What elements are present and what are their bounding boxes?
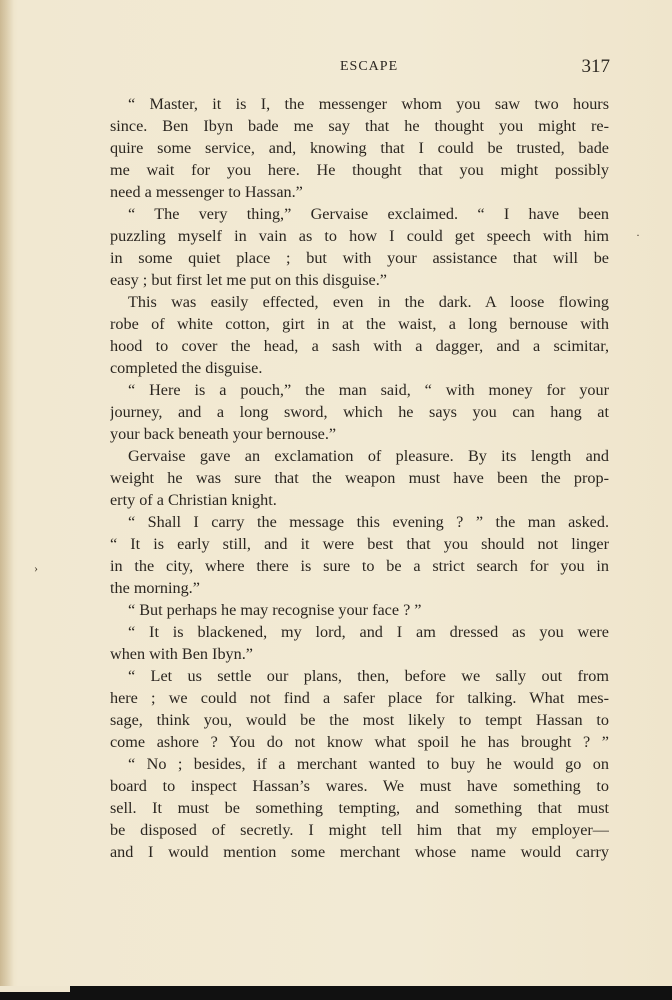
scan-edge-band	[0, 986, 672, 1000]
text-line: sell. It must be something tempting, and something that must	[110, 799, 609, 817]
text-line: Gervaise gave an exclamation of pleasure. By its length and	[128, 447, 609, 465]
text-line: when with Ben Ibyn.”	[110, 645, 253, 663]
text-line: in some quiet place ; but with your assistance that will be	[110, 249, 609, 267]
page-header	[110, 56, 610, 80]
text-line: and I would mention some merchant whose name would carry	[110, 843, 609, 861]
text-line: me wait for you here. He thought that you might possibly	[110, 161, 609, 179]
text-line: need a messenger to Hassan.”	[110, 183, 303, 201]
page-number: 317	[581, 56, 610, 77]
margin-mark-left: ›	[34, 561, 38, 575]
text-line: “ Here is a pouch,” the man said, “ with money for your	[128, 381, 609, 399]
text-line: your back beneath your bernouse.”	[110, 425, 337, 443]
running-head: ESCAPE	[340, 59, 399, 74]
scan-edge-gap	[0, 986, 70, 992]
text-line: journey, and a long sword, which he says you can hang at	[110, 403, 609, 421]
text-line: in the city, where there is sure to be a strict search for you in	[110, 557, 609, 575]
text-line: since. Ben Ibyn bade me say that he thought you might re-	[110, 117, 609, 135]
body-text	[110, 93, 609, 863]
text-line: come ashore ? You do not know what spoil he has brought ? ”	[110, 733, 609, 751]
text-line: weight he was sure that the weapon must have been the prop-	[110, 469, 609, 487]
text-line: here ; we could not find a safer place for talking. What mes-	[110, 689, 609, 707]
text-line: “ It is blackened, my lord, and I am dressed as you were	[128, 623, 609, 641]
text-line: “ But perhaps he may recognise your face ? ”	[128, 601, 422, 619]
text-line: robe of white cotton, girt in at the waist, a long bernouse with	[110, 315, 609, 333]
text-line: the morning.”	[110, 579, 200, 597]
text-line: “ No ; besides, if a merchant wanted to buy he would go on	[128, 755, 609, 773]
text-line: puzzling myself in vain as to how I could get speech with him	[110, 227, 609, 245]
text-line: hood to cover the head, a sash with a dagger, and a scimitar,	[110, 337, 609, 355]
text-line: board to inspect Hassan’s wares. We must have something to	[110, 777, 609, 795]
text-line: be disposed of secretly. I might tell him that my employer—	[110, 821, 609, 839]
text-line: erty of a Christian knight.	[110, 491, 277, 509]
text-line: “ Let us settle our plans, then, before we sally out from	[128, 667, 609, 685]
text-line: sage, think you, would be the most likely to tempt Hassan to	[110, 711, 609, 729]
text-line: “ Shall I carry the message this evening ? ” the man asked.	[128, 513, 609, 531]
text-line: “ The very thing,” Gervaise exclaimed. “ I have been	[128, 205, 609, 223]
text-line: This was easily effected, even in the dark. A loose flowing	[128, 293, 609, 311]
text-line: “ It is early still, and it were best that you should not linger	[110, 535, 609, 553]
spine-shadow	[0, 0, 14, 1000]
text-line: easy ; but first let me put on this disguise.”	[110, 271, 387, 289]
text-line: quire some service, and, knowing that I could be trusted, bade	[110, 139, 609, 157]
text-line: “ Master, it is I, the messenger whom you saw two hours	[128, 95, 609, 113]
text-line: completed the disguise.	[110, 359, 263, 377]
margin-mark-right: ·	[636, 228, 640, 242]
